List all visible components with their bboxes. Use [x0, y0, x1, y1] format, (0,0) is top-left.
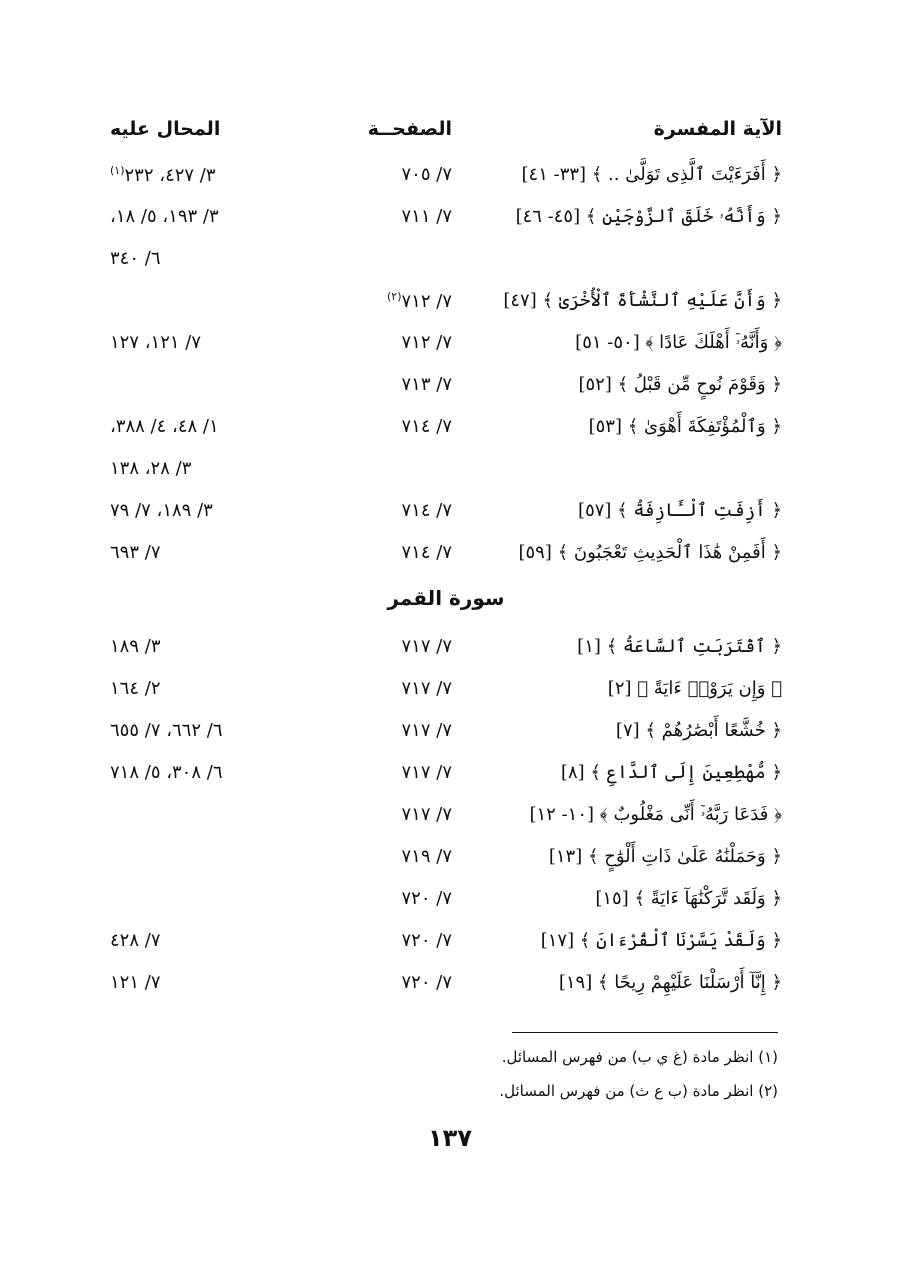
table-row — [110, 328, 782, 370]
page-cell: ٧/ ٧١٧ — [401, 678, 452, 699]
verse-cell: ﴿ أَزِفَتِ ٱلْـَٔازِفَةُ ﴾ [٥٧] — [578, 500, 782, 521]
verse-cell: ﴿ ٱقْتَرَبَتِ ٱلسَّاعَةُ ﴾ [١] — [577, 636, 782, 657]
page-text: ٧/ ٧١٢ — [401, 291, 452, 312]
verse-cell: ﴿ وَقَوْمَ نُوحٍ مِّن قَبْلُ ﴾ [٥٢] — [578, 374, 782, 395]
page-cell: ٧/ ٧١٩ — [401, 846, 452, 867]
page-cell: ٧/ ٧١٤ — [401, 416, 452, 437]
header-page: الصفحــة — [367, 118, 452, 140]
page-cell: ٧/ ٧١٣ — [401, 374, 452, 395]
table-row — [110, 286, 782, 328]
verse-cell: ﴿ وَأَنَّهُۥٓ أَهْلَكَ عَادًا ﴾ [٥٠- ٥١] — [575, 332, 782, 353]
page-cell: ٧/ ٧١٤ — [401, 500, 452, 521]
footnote-marker: (٢) — [387, 290, 402, 303]
reference-cell: ٢/ ١٦٤ — [110, 678, 161, 699]
verse-cell: ﴿ وَلَقَد تَّرَكْنَٰهَآ ءَايَةً ﴾ [١٥] — [595, 888, 782, 909]
header-reference: المحال عليه — [110, 118, 221, 140]
verse-cell: ﴿ خُشَّعًا أَبْصَٰرُهُمْ ﴾ [٧] — [615, 720, 782, 741]
verse-cell: ﴿ وَإِن يَرَوْا۟ ءَايَةً ﴾ [٢] — [607, 678, 782, 699]
table-row — [110, 842, 782, 884]
surah-heading: سورة القمر — [387, 586, 505, 610]
verse-cell: ﴿ إِنَّآ أَرْسَلْنَا عَلَيْهِمْ رِيحًا ﴾ [١٩] — [558, 972, 782, 993]
reference-cell: ٣/ ١٩٣، ٥/ ١٨، — [110, 206, 219, 227]
reference-cell: ٣/ ١٨٩، ٧/ ٧٩ — [110, 500, 213, 521]
reference-cell: ٦/ ٣٤٠ — [110, 248, 161, 269]
verse-cell: ﴿ وَأَنَّهُۥ خَلَقَ ٱلزَّوْجَيْنِ ﴾ [٤٥- ٤٦] — [515, 206, 782, 227]
table-row — [110, 632, 782, 674]
table-row — [110, 674, 782, 716]
verse-cell: ﴿ وَحَمَلْنَٰهُ عَلَىٰ ذَاتِ أَلْوَٰحٍ ﴾ [١٣] — [548, 846, 782, 867]
footnote-marker: (١) — [110, 164, 125, 177]
reference-cell: ٧/ ١٢١، ١٢٧ — [110, 332, 202, 353]
page-cell: ٧/ ٧١٧ — [401, 762, 452, 783]
reference-cell: ٦/ ٦٦٢، ٧/ ٦٥٥ — [110, 720, 223, 741]
reference-cell: ٧/ ٤٢٨ — [110, 930, 161, 951]
table-row — [110, 244, 782, 286]
verse-cell: ﴿ وَلَقَدْ يَسَّرْنَا ٱلْقُرْءَانَ ﴾ [١٧] — [540, 930, 782, 951]
table-row — [110, 758, 782, 800]
verse-cell: ﴿ وَأَنَّ عَلَيْهِ ٱلنَّشْأَةَ ٱلْأُخْرَىٰ ﴾ [٤٧] — [503, 290, 782, 311]
page-number: ١٣٧ — [428, 1124, 472, 1152]
table-row — [110, 926, 782, 968]
verse-cell: ﴿ مُّهْطِعِينَ إِلَى ٱلدَّاعِ ﴾ [٨] — [560, 762, 782, 783]
verse-cell: ﴿ أَفَرَءَيْتَ ٱلَّذِى تَوَلَّىٰ .. ﴾ [٣٣- ٤١] — [521, 164, 782, 185]
table-row — [110, 454, 782, 496]
index-rows — [110, 160, 782, 1010]
footnote-divider — [512, 1032, 778, 1033]
page-cell: ٧/ ٧٢٠ — [401, 930, 452, 951]
page-cell: ٧/ ٧١١ — [401, 206, 452, 227]
table-row — [110, 160, 782, 202]
page-cell: ٧/ ٧١٧ — [401, 804, 452, 825]
footnote-2: (٢) انظر مادة (ب ع ث) من فهرس المسائل. — [499, 1082, 778, 1100]
reference-cell: ٣/ ١٨٩ — [110, 636, 161, 657]
table-row — [110, 538, 782, 580]
table-row — [110, 412, 782, 454]
page-cell: ٧/ ٧١٢ — [401, 332, 452, 353]
page-cell: ٧/ ٧٢٠ — [401, 972, 452, 993]
reference-cell: ٦/ ٣٠٨، ٥/ ٧١٨ — [110, 762, 223, 783]
reference-cell: ١/ ٤٨، ٤/ ٣٨٨، — [110, 416, 219, 437]
reference-cell: ٧/ ١٢١ — [110, 972, 161, 993]
verse-cell: ﴿ فَدَعَا رَبَّهُۥٓ أَنِّى مَغْلُوبٌ ﴾ [١٠- ١٢] — [529, 804, 782, 825]
table-row — [110, 800, 782, 842]
page-cell: ٧/ ٧١٤ — [401, 542, 452, 563]
table-header — [110, 118, 782, 148]
verse-cell: ﴿ وَٱلْمُؤْتَفِكَةَ أَهْوَىٰ ﴾ [٥٣] — [588, 416, 782, 437]
reference-cell — [110, 164, 216, 186]
page-cell: ٧/ ٧١٧ — [401, 636, 452, 657]
table-row — [110, 202, 782, 244]
header-verse: الآية المفسرة — [653, 118, 782, 140]
page-cell: ٧/ ٧٢٠ — [401, 888, 452, 909]
reference-cell: ٣/ ٢٨، ١٣٨ — [110, 458, 192, 479]
page-cell: ٧/ ٧١٧ — [401, 720, 452, 741]
page-cell: ٧/ ٧٠٥ — [401, 164, 452, 185]
table-row — [110, 496, 782, 538]
verse-cell: ﴿ أَفَمِنْ هَٰذَا ٱلْحَدِيثِ تَعْجَبُونَ ﴾ [٥٩] — [518, 542, 782, 563]
table-row — [110, 968, 782, 1010]
table-row — [110, 370, 782, 412]
table-row — [110, 716, 782, 758]
table-row — [110, 884, 782, 926]
footnote-1: (١) انظر مادة (غ ي ب) من فهرس المسائل. — [501, 1048, 778, 1066]
reference-cell: ٧/ ٦٩٣ — [110, 542, 161, 563]
page-cell — [352, 290, 452, 312]
reference-text: ٣/ ٤٢٧، ٢٣٢ — [124, 165, 216, 186]
